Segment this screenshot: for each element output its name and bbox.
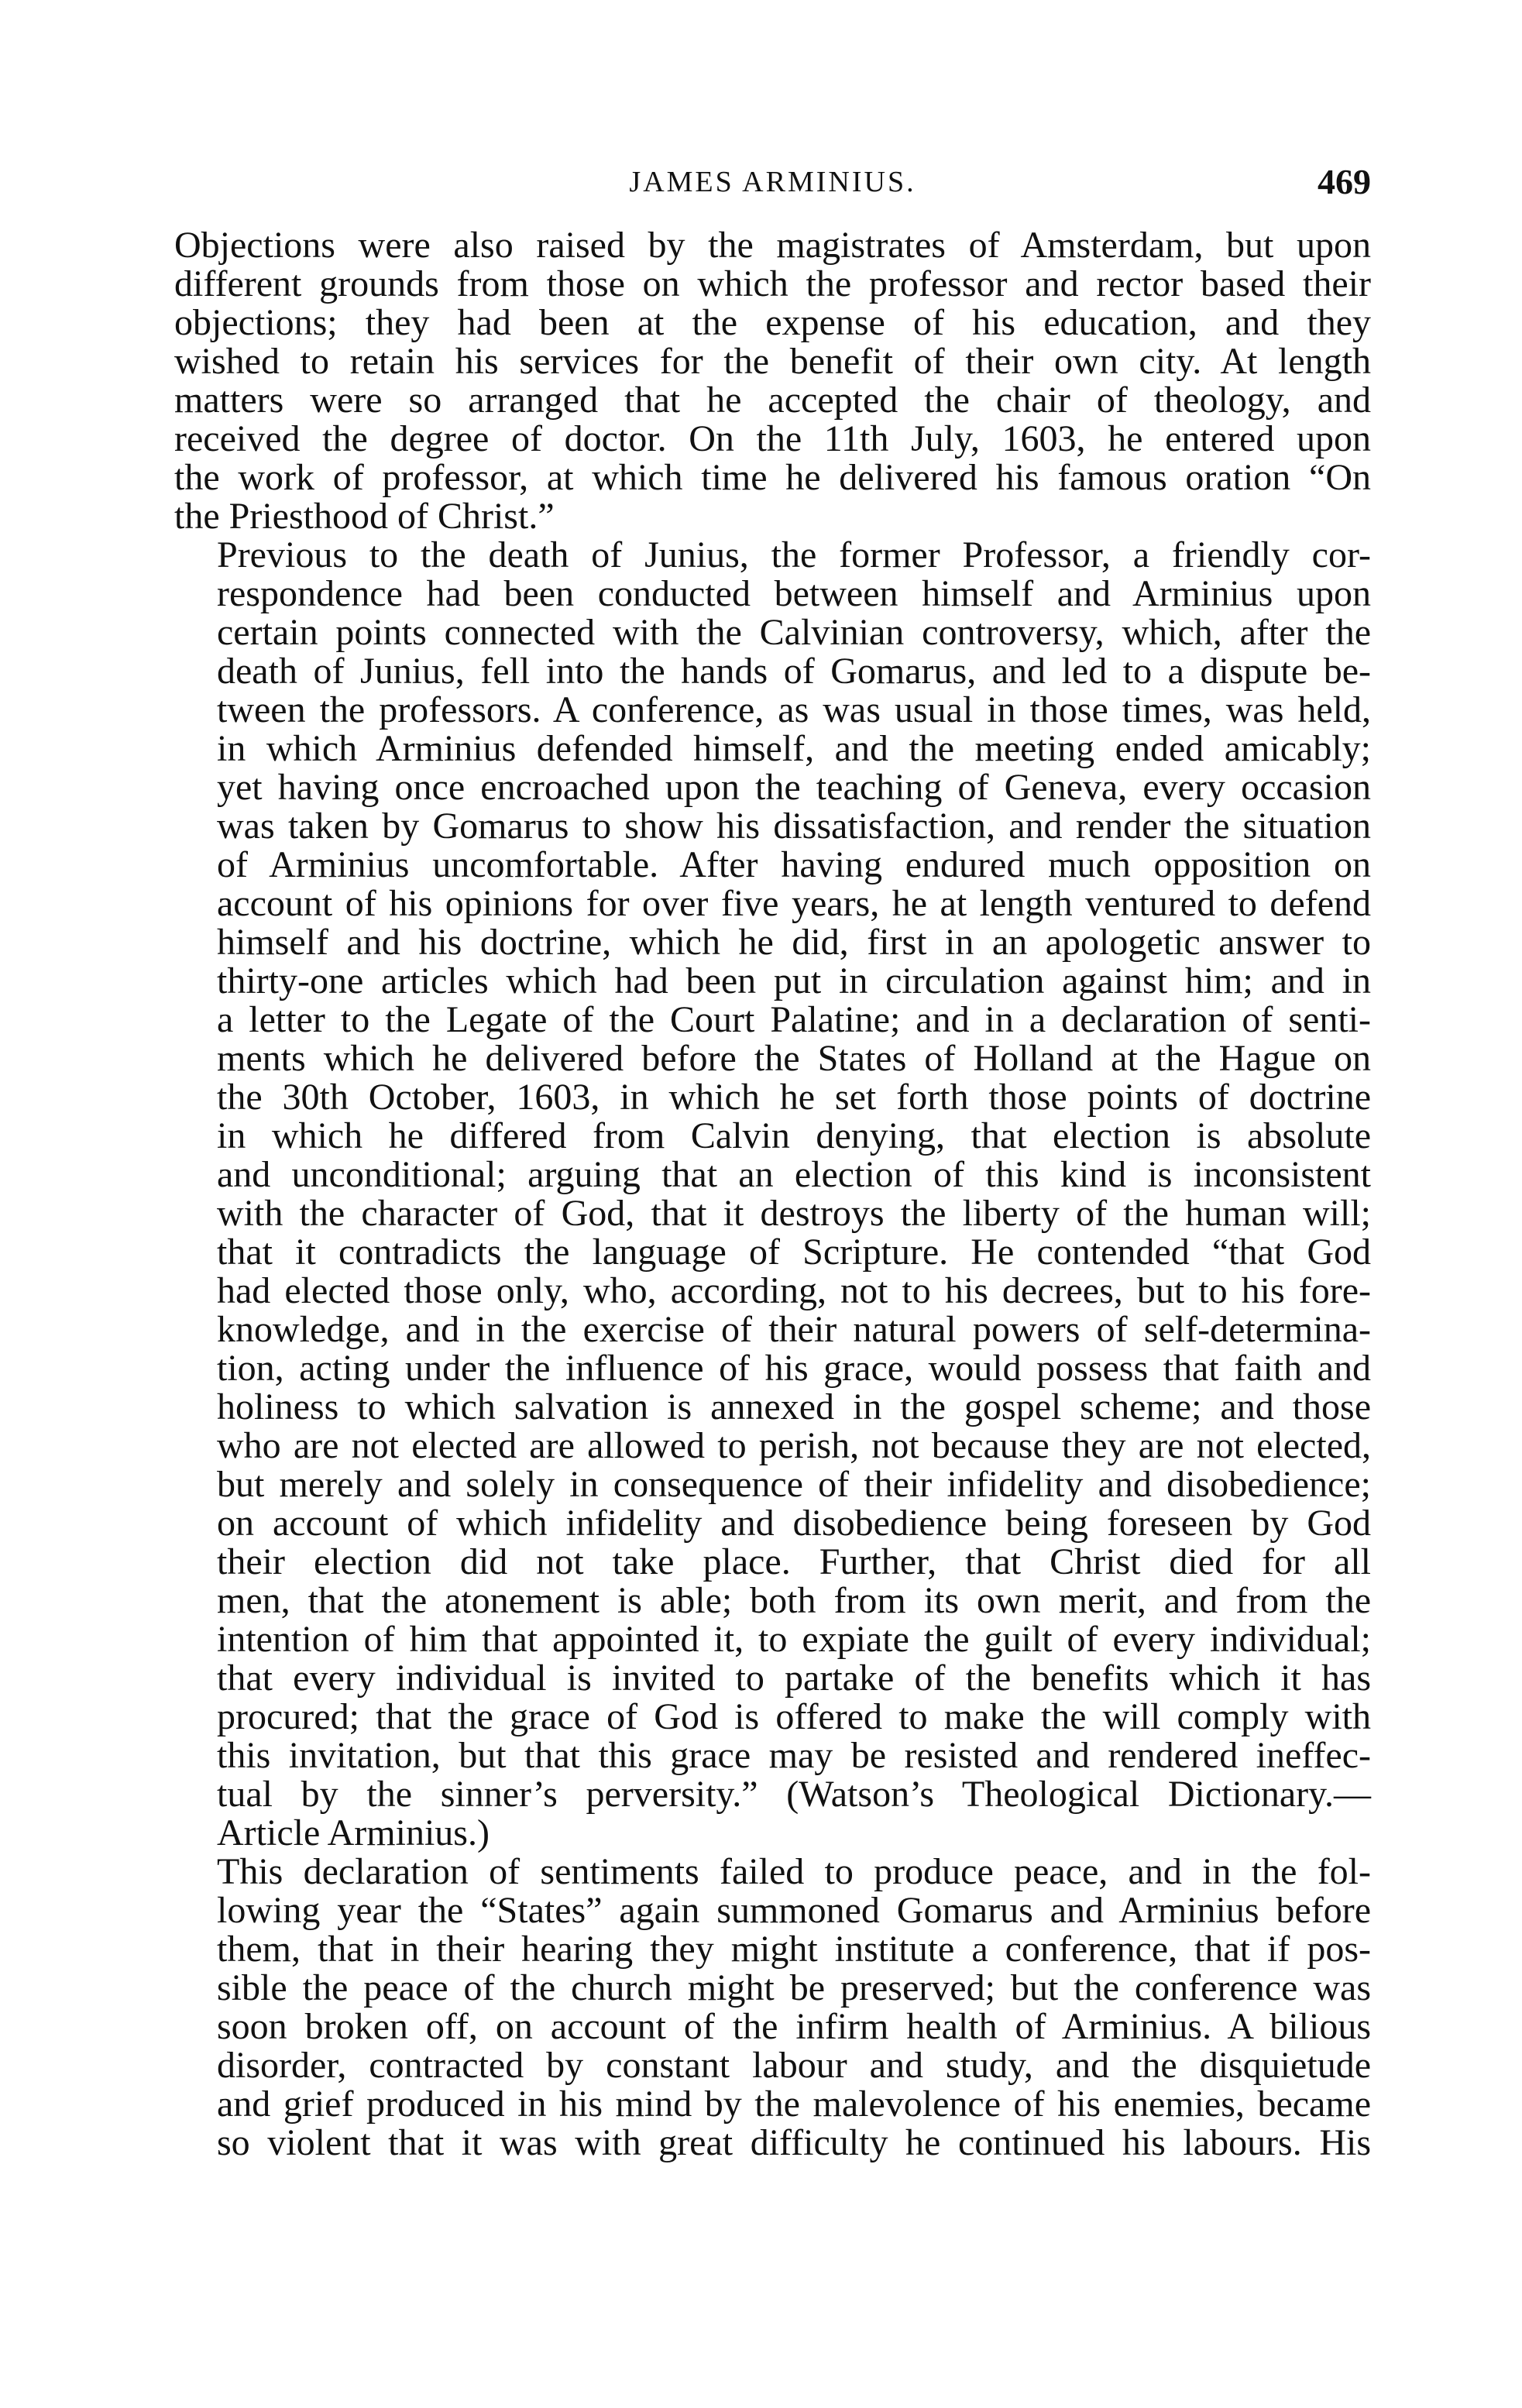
paragraph-2 xyxy=(174,536,1371,1853)
text-line: had elected those only, who, according, not to his decrees, but to his fore- xyxy=(217,1270,1371,1311)
text-line: Article Arminius.) xyxy=(217,1812,490,1853)
text-line: ments which he delivered before the States of Holland at the Hague on xyxy=(217,1038,1371,1079)
text-line: account of his opinions for over five years, he at length ventured to defend xyxy=(217,883,1371,924)
text-line: wished to retain his services for the benefit of their own city. At length xyxy=(174,341,1371,382)
text-line: so violent that it was with great difficulty he continued his labours. His xyxy=(217,2122,1371,2163)
text-line: soon broken off, on account of the infirm health of Arminius. A bilious xyxy=(217,2006,1371,2047)
text-line: tual by the sinner’s perversity.” (Watson’s Theological Dictionary.— xyxy=(217,1774,1371,1815)
text-line: this invitation, but that this grace may be resisted and rendered ineffec- xyxy=(217,1735,1371,1776)
text-line: with the character of God, that it destroys the liberty of the human will; xyxy=(217,1193,1371,1234)
text-line: certain points connected with the Calvinian controversy, which, after the xyxy=(217,612,1371,653)
text-line: that it contradicts the language of Scripture. He contended “that God xyxy=(217,1231,1371,1273)
text-line: the work of professor, at which time he delivered his famous oration “On xyxy=(174,457,1371,498)
text-line: who are not elected are allowed to perish, not because they are not elected, xyxy=(217,1425,1371,1466)
text-line: Previous to the death of Junius, the former Professor, a friendly cor- xyxy=(217,534,1371,575)
text-line: thirty-one articles which had been put in circulation against him; and in xyxy=(217,960,1371,1001)
text-line: different grounds from those on which the professor and rector based their xyxy=(174,263,1371,304)
text-line: This declaration of sentiments failed to produce peace, and in the fol- xyxy=(217,1851,1371,1892)
running-title: JAMES ARMINIUS. xyxy=(629,166,916,198)
page-number: 469 xyxy=(1318,162,1371,201)
text-line: yet having once encroached upon the teaching of Geneva, every occasion xyxy=(217,767,1371,808)
text-line: tween the professors. A conference, as was usual in those times, was held, xyxy=(217,689,1371,730)
text-line: procured; that the grace of God is offered to make the will comply with xyxy=(217,1696,1371,1737)
text-line: was taken by Gomarus to show his dissatisfaction, and render the situation xyxy=(217,806,1371,847)
text-line: lowing year the “States” again summoned Gomarus and Arminius before xyxy=(217,1890,1371,1931)
text-line: men, that the atonement is able; both from its own merit, and from the xyxy=(217,1580,1371,1621)
text-line: sible the peace of the church might be preserved; but the conference was xyxy=(217,1967,1371,2008)
text-line: on account of which infidelity and disobedience being foreseen by God xyxy=(217,1503,1371,1544)
text-line: of Arminius uncomfortable. After having endured much opposition on xyxy=(217,844,1371,885)
paragraph-3 xyxy=(174,1853,1371,2162)
text-line: but merely and solely in consequence of their infidelity and disobedience; xyxy=(217,1464,1371,1505)
text-line: disorder, contracted by constant labour and study, and the disquietude xyxy=(217,2045,1371,2086)
text-line: respondence had been conducted between himself and Arminius upon xyxy=(217,573,1371,614)
text-line: in which he differed from Calvin denying, that election is absolute xyxy=(217,1115,1371,1156)
text-line: them, that in their hearing they might institute a conference, that if pos- xyxy=(217,1929,1371,1970)
text-line: Objections were also raised by the magistrates of Amsterdam, but upon xyxy=(174,225,1371,266)
text-line: in which Arminius defended himself, and the meeting ended amicably; xyxy=(217,728,1371,769)
text-line: the Priesthood of Christ.” xyxy=(174,496,555,537)
paragraph-1 xyxy=(174,226,1371,536)
text-line: knowledge, and in the exercise of their natural powers of self-determina- xyxy=(217,1309,1371,1350)
text-line: death of Junius, fell into the hands of Gomarus, and led to a dispute be- xyxy=(217,651,1371,692)
text-line: matters were so arranged that he accepted the chair of theology, and xyxy=(174,380,1371,421)
text-line: tion, acting under the influence of his grace, would possess that faith and xyxy=(217,1348,1371,1389)
text-line: himself and his doctrine, which he did, first in an apologetic answer to xyxy=(217,922,1371,963)
running-head xyxy=(174,159,1371,205)
text-line: objections; they had been at the expense of his education, and they xyxy=(174,302,1371,343)
text-line: the 30th October, 1603, in which he set forth those points of doctrine xyxy=(217,1077,1371,1118)
text-line: that every individual is invited to partake of the benefits which it has xyxy=(217,1657,1371,1699)
text-line: their election did not take place. Further, that Christ died for all xyxy=(217,1541,1371,1582)
text-line: and unconditional; arguing that an election of this kind is inconsistent xyxy=(217,1154,1371,1195)
text-line: intention of him that appointed it, to expiate the guilt of every individual; xyxy=(217,1619,1371,1660)
body-text xyxy=(174,226,1371,2162)
text-line: and grief produced in his mind by the malevolence of his enemies, became xyxy=(217,2083,1371,2125)
text-line: a letter to the Legate of the Court Palatine; and in a declaration of senti- xyxy=(217,999,1371,1040)
text-line: received the degree of doctor. On the 11th July, 1603, he entered upon xyxy=(174,418,1371,459)
text-line: holiness to which salvation is annexed in the gospel scheme; and those xyxy=(217,1386,1371,1427)
